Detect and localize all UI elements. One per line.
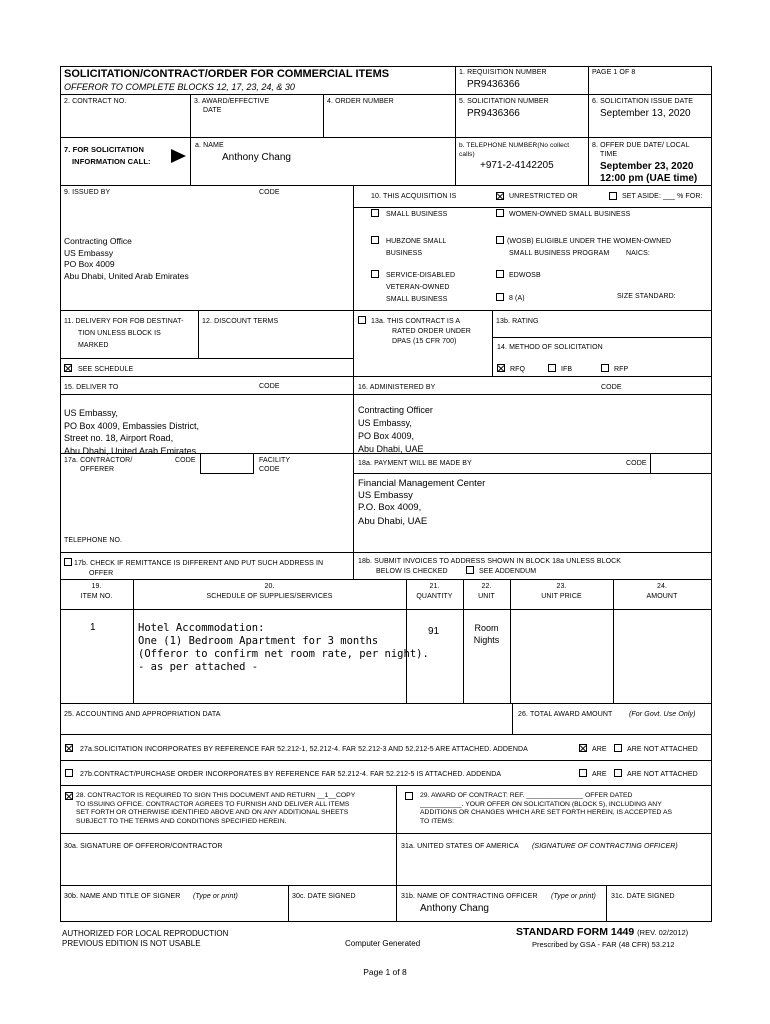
rfp-label: RFP	[614, 366, 629, 373]
hubzone-label-2: BUSINESS	[386, 250, 423, 257]
b17b-label-2: OFFER	[89, 570, 114, 577]
eight-a-checkbox[interactable]	[496, 293, 504, 301]
sdvosb-label-1: SERVICE-DISABLED	[386, 272, 456, 279]
b26-label: 26. TOTAL AWARD AMOUNT	[518, 711, 613, 718]
b13b-label: 13b. RATING	[496, 318, 539, 325]
b27a-text: 27a.SOLICITATION INCORPORATES BY REFERENCE FAR 52.212-1, 52.212-4. FAR 52.212-3 AND 52.212-5 ARE ATTACHED. ADDENDA	[80, 746, 528, 753]
payment-address[interactable]	[358, 478, 485, 528]
b14-label: 14. METHOD OF SOLICITATION	[497, 344, 603, 351]
27b-are-not-checkbox[interactable]	[614, 769, 622, 777]
b30b-note: (Type or print)	[193, 893, 238, 900]
sdvosb-checkbox[interactable]	[371, 270, 379, 278]
telephone-label: TELEPHONE NO.	[64, 537, 123, 544]
item-description[interactable]	[138, 622, 429, 674]
29-checkbox[interactable]	[405, 792, 413, 800]
h20-num: 20.	[264, 583, 275, 590]
h23-label: UNIT PRICE	[541, 593, 582, 600]
signer-name-field[interactable]	[60, 900, 288, 921]
b12-label: 12. DISCOUNT TERMS	[202, 318, 279, 325]
b8-label-2: TIME	[600, 151, 618, 158]
b11-label-2: TION UNLESS BLOCK IS	[78, 330, 161, 337]
b29-line: ADDITIONS OR CHANGES WHICH ARE SET FORTH HEREIN, IS ACCEPTED AS	[420, 809, 673, 817]
b28-line: SET FORTH OR OTHERWISE IDENTIFIED ABOVE AND ON ANY ADDITIONAL SHEETS	[76, 809, 349, 817]
b7-label-2: INFORMATION CALL:	[72, 157, 151, 166]
prescribed-by: Prescribed by GSA - FAR (48 CFR) 53.212	[532, 940, 675, 949]
h22-label: UNIT	[478, 593, 495, 600]
footer-line: AUTHORIZED FOR LOCAL REPRODUCTION	[62, 929, 229, 938]
address-line: PO Box 4009	[64, 259, 115, 269]
b18b-label-1: 18b. SUBMIT INVOICES TO ADDRESS SHOWN IN BLOCK 18a UNLESS BLOCK	[358, 558, 622, 565]
solicitation-issue-date[interactable]: September 13, 2020	[600, 108, 691, 119]
unrestricted-label: UNRESTRICTED OR	[509, 193, 578, 200]
address-line: Contracting Office	[64, 236, 132, 246]
hubzone-checkbox[interactable]	[371, 236, 379, 244]
address-line: P.O. Box 4009,	[358, 502, 422, 513]
b26-note: (For Govt. Use Only)	[629, 711, 696, 718]
b7b-label-1: b. TELEPHONE NUMBER(No collect	[459, 142, 570, 149]
co-date-signed-field[interactable]	[607, 900, 711, 921]
b15-code-label: CODE	[259, 383, 280, 390]
see-schedule-label: SEE SCHEDULE	[78, 366, 134, 373]
offer-due-date[interactable]: September 23, 2020	[600, 161, 694, 172]
b29-text	[420, 792, 672, 826]
ifb-checkbox[interactable]	[548, 364, 556, 372]
unit-line: Room	[474, 623, 499, 633]
address-line: Abu Dhabi, UAE	[358, 444, 424, 454]
b29-line: ___________. YOUR OFFER ON SOLICITATION (BLOCK 5), INCLUDING ANY	[420, 800, 662, 808]
eight-a-label: 8 (A)	[509, 295, 525, 302]
small-business-checkbox[interactable]	[371, 209, 379, 217]
b18a-code-label: CODE	[626, 460, 647, 467]
offeror-date-signed-field[interactable]	[289, 900, 396, 921]
description-line: - as per attached -	[138, 661, 259, 673]
wosb-eligible-label-1: (WOSB) ELIGIBLE UNDER THE WOMEN-OWNED	[507, 238, 672, 245]
requisition-number[interactable]: PR9436366	[467, 79, 520, 90]
address-line: US Embassy,	[64, 408, 118, 418]
b15-label: 15. DELIVER TO	[64, 384, 119, 391]
h21-label: QUANTITY	[416, 593, 453, 600]
b16-label: 16. ADMINISTERED BY	[358, 384, 436, 391]
wosb-eligible-checkbox[interactable]	[496, 236, 504, 244]
b9-code-label: CODE	[259, 189, 280, 196]
27a-are-label: ARE	[592, 746, 607, 753]
b9-label: 9. ISSUED BY	[64, 189, 111, 196]
rfp-checkbox[interactable]	[601, 364, 609, 372]
administered-by-address[interactable]	[358, 404, 433, 456]
form-name: STANDARD FORM 1449	[516, 926, 635, 938]
address-line: US Embassy	[64, 247, 114, 258]
page-label: PAGE 1 OF 8	[592, 69, 636, 76]
h21-num: 21.	[429, 583, 440, 590]
b28-text	[76, 792, 355, 826]
b28-line: SUBJECT TO THE TERMS AND CONDITIONS SPECIFIED HEREIN.	[76, 817, 287, 825]
footer-left	[62, 929, 228, 949]
b4-label: 4. ORDER NUMBER	[327, 98, 394, 105]
b30a-label: 30a. SIGNATURE OF OFFEROR/CONTRACTOR	[64, 843, 223, 850]
rfq-label: RFQ	[510, 366, 526, 373]
27b-checkbox[interactable]	[65, 769, 73, 777]
sdvosb-label-3: SMALL BUSINESS	[386, 296, 448, 303]
edwosb-label: EDWOSB	[509, 272, 541, 279]
solicitation-number[interactable]: PR9436366	[467, 108, 520, 119]
b16-code-label: CODE	[601, 384, 622, 391]
computer-generated: Computer Generated	[345, 939, 421, 948]
h24-label: AMOUNT	[646, 593, 678, 600]
rfq-checkbox[interactable]	[497, 364, 505, 372]
see-schedule-checkbox[interactable]	[64, 364, 72, 372]
b29-line: TO ITEMS:	[420, 817, 454, 825]
item-unit[interactable]	[463, 622, 510, 646]
item-number[interactable]: 1	[90, 622, 96, 633]
contracting-officer-signature-field[interactable]	[397, 849, 711, 885]
b28-line: 28. CONTRACTOR IS REQUIRED TO SIGN THIS DOCUMENT AND RETURN __1__COPY	[76, 792, 356, 799]
wosb-checkbox[interactable]	[496, 209, 504, 217]
b30c-label: 30c. DATE SIGNED	[292, 893, 356, 900]
b29-line: 29. AWARD OF CONTRACT: REF. _______________ OFFER DATED	[420, 792, 633, 799]
h24-num: 24.	[656, 583, 668, 590]
b3-label-2: DATE	[203, 107, 222, 114]
b17b-label-1: 17b. CHECK IF REMITTANCE IS DIFFERENT AND PUT SUCH ADDRESS IN	[74, 560, 324, 567]
page-number: Page 1 of 8	[363, 967, 407, 977]
remittance-checkbox[interactable]	[64, 558, 72, 566]
hubzone-label-1: HUBZONE SMALL	[386, 238, 447, 245]
address-line: Abu Dhabi, United Arab Emirates	[64, 270, 189, 281]
see-addendum-checkbox[interactable]	[466, 566, 474, 574]
description-line: (Offeror to confirm net room rate, per night).	[138, 648, 429, 660]
small-business-label: SMALL BUSINESS	[386, 211, 448, 218]
deliver-to-address[interactable]	[64, 407, 199, 457]
b8-label-1: 8. OFFER DUE DATE/ LOCAL	[592, 142, 690, 149]
h19-label: ITEM NO.	[80, 593, 113, 600]
address-line: PO Box 4009, Embassies District,	[64, 420, 200, 431]
b17a-label-1: 17a. CONTRACTOR/	[64, 457, 133, 464]
unrestricted-checkbox[interactable]	[496, 192, 504, 200]
b25-label: 25. ACCOUNTING AND APPROPRIATION DATA	[64, 711, 221, 718]
27b-are-not-label: ARE NOT ATTACHED	[627, 771, 698, 778]
b7-label-1: 7. FOR SOLICITATION	[64, 145, 144, 154]
b18b-label-2: BELOW IS CHECKED	[376, 568, 448, 575]
27a-are-not-checkbox[interactable]	[614, 744, 622, 752]
b10-label: 10. THIS ACQUISITION IS	[371, 193, 457, 200]
27b-are-label: ARE	[592, 771, 607, 778]
offeror-signature-field[interactable]	[60, 849, 396, 885]
naics-label: NAICS:	[626, 250, 650, 257]
contact-name[interactable]: Anthony Chang	[222, 152, 291, 163]
b3-label-1: 3. AWARD/EFFECTIVE	[194, 98, 270, 105]
h20-label: SCHEDULE OF SUPPLIES/SERVICES	[206, 593, 333, 600]
see-addendum-label: SEE ADDENDUM	[479, 568, 537, 575]
issued-by-address[interactable]	[64, 236, 189, 282]
27a-checkbox[interactable]	[65, 744, 73, 752]
rated-order-checkbox[interactable]	[358, 316, 366, 324]
form-revision: (REV. 02/2012)	[637, 928, 689, 937]
b2-label: 2. CONTRACT NO.	[64, 98, 127, 105]
wosb-eligible-label-2: SMALL BUSINESS PROGRAM	[509, 250, 610, 257]
address-line: US Embassy,	[358, 418, 412, 428]
description-line: Hotel Accommodation:	[138, 622, 265, 634]
b17a-label-2: OFFERER	[80, 466, 115, 473]
arrow-right-icon	[171, 149, 186, 163]
b13a-label-3: DPAS (15 CFR 700)	[392, 338, 457, 345]
h19-num: 19.	[91, 583, 102, 590]
size-standard-label: SIZE STANDARD:	[617, 293, 676, 300]
b31c-label: 31c. DATE SIGNED	[611, 893, 675, 900]
27a-are-checkbox[interactable]	[579, 744, 587, 752]
ifb-label: IFB	[561, 366, 573, 373]
facility-label-1: FACILITY	[259, 457, 291, 464]
address-line: Financial Management Center	[358, 478, 486, 489]
edwosb-checkbox[interactable]	[496, 270, 504, 278]
sdvosb-label-2: VETERAN-OWNED	[386, 284, 450, 291]
b11-label-1: 11. DELIVERY FOR FOB DESTINAT-	[64, 318, 184, 325]
b11-label-3: MARKED	[78, 342, 109, 349]
b31a-label: 31a. UNITED STATES OF AMERICA	[401, 843, 519, 850]
b27b-text: 27b.CONTRACT/PURCHASE ORDER INCORPORATES BY REFERENCE FAR 52.212-4. FAR 52.212-5 IS ATTACHED. ADDENDA	[80, 771, 502, 778]
b1-label: 1. REQUISITION NUMBER	[459, 69, 547, 76]
b18a-label: 18a. PAYMENT WILL BE MADE BY	[358, 460, 472, 467]
address-line: Abu Dhabi, UAE	[358, 516, 428, 527]
footer-line: PREVIOUS EDITION IS NOT USABLE	[62, 939, 201, 948]
form-subtitle: OFFEROR TO COMPLETE BLOCKS 12, 17, 23, 24, & 30	[64, 82, 295, 92]
27a-are-not-label: ARE NOT ATTACHED	[627, 746, 698, 753]
address-line: US Embassy	[358, 490, 413, 501]
wosb-label: WOMEN-OWNED SMALL BUSINESS	[509, 211, 631, 218]
b7a-label: a. NAME	[195, 142, 224, 149]
address-line: Abu Dhabi, United Arab Emirates	[64, 445, 197, 456]
b13a-label-2: RATED ORDER UNDER	[392, 328, 471, 335]
set-aside-label: SET ASIDE: ___ % FOR:	[622, 193, 703, 200]
form-title: SOLICITATION/CONTRACT/ORDER FOR COMMERCIAL ITEMS	[64, 68, 390, 80]
description-line: One (1) Bedroom Apartment for 3 months	[138, 635, 379, 647]
b7b-label-2: calls)	[459, 151, 475, 158]
h23-num: 23.	[556, 583, 567, 590]
b31b-note: (Type or print)	[551, 893, 596, 900]
contact-telephone[interactable]: +971-2-4142205	[480, 160, 554, 171]
form-number	[516, 926, 688, 939]
b6-label: 6. SOLICITATION ISSUE DATE	[592, 98, 694, 105]
h22-num: 22.	[481, 583, 492, 590]
facility-label-2: CODE	[259, 466, 280, 473]
b17a-code-label: CODE	[175, 457, 196, 464]
b31b-label: 31b. NAME OF CONTRACTING OFFICER	[401, 893, 538, 900]
address-line: Street no. 18, Airport Road,	[64, 433, 174, 443]
set-aside-checkbox[interactable]	[609, 192, 617, 200]
b30b-label: 30b. NAME AND TITLE OF SIGNER	[64, 893, 181, 900]
offer-due-time[interactable]: 12:00 pm (UAE time)	[600, 173, 698, 184]
b31a-note: (SIGNATURE OF CONTRACTING OFFICER)	[532, 843, 678, 850]
contracting-officer-name[interactable]: Anthony Chang	[420, 903, 489, 914]
unit-line: Nights	[473, 635, 500, 645]
b13a-label-1: 13a. THIS CONTRACT IS A	[371, 318, 461, 325]
b28-line: TO ISSUING OFFICE. CONTRACTOR AGREES TO FURNISH AND DELIVER ALL ITEMS	[76, 800, 350, 808]
b5-label: 5. SOLICITATION NUMBER	[459, 98, 549, 105]
address-line: Contracting Officer	[358, 405, 433, 415]
28-checkbox[interactable]	[65, 792, 73, 800]
item-quantity[interactable]: 91	[428, 626, 440, 637]
address-line: PO Box 4009,	[358, 431, 415, 441]
27b-are-checkbox[interactable]	[579, 769, 587, 777]
